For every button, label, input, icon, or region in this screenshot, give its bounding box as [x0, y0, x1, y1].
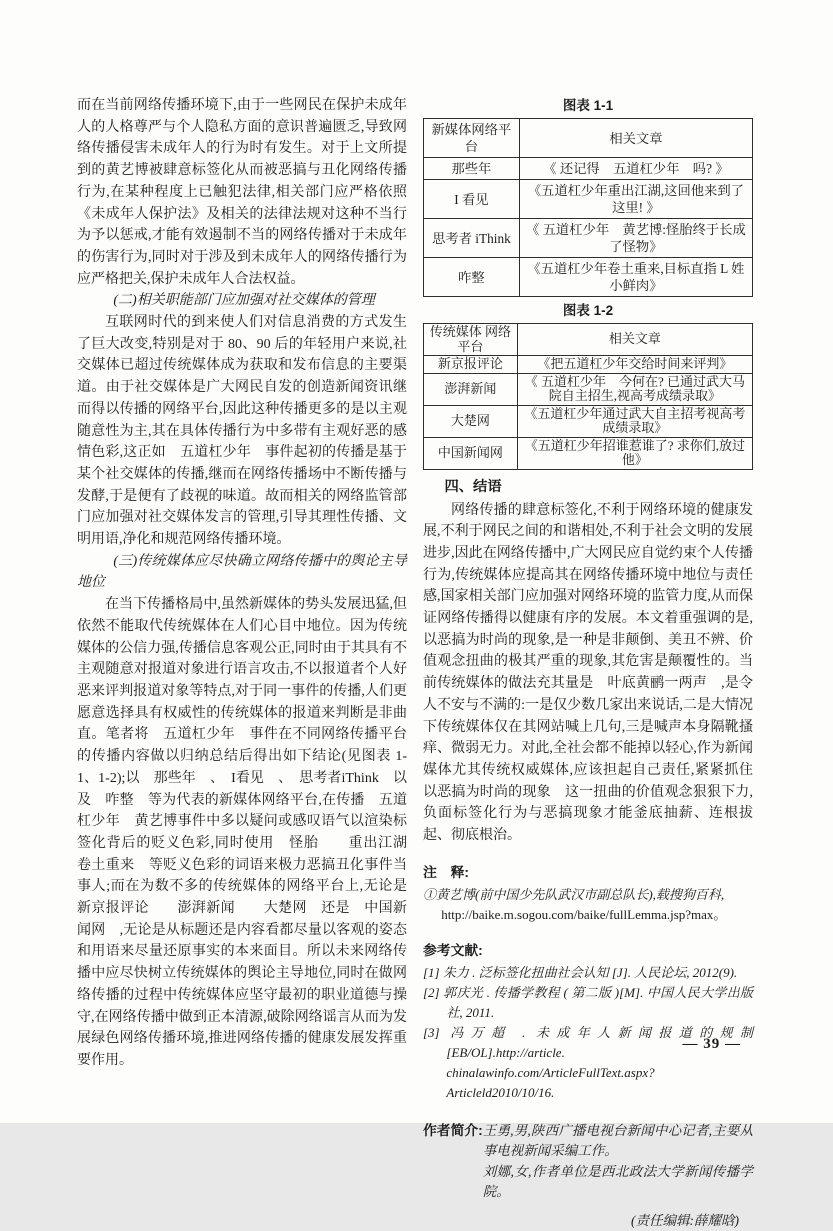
table1-header-platform: 新媒体网络平台 [424, 119, 520, 158]
conclusion-heading: 四、结语 [444, 478, 502, 495]
table2-platform-cell: 大楚网 [424, 405, 518, 437]
table-row [424, 324, 753, 356]
author-bio-block [423, 1121, 753, 1203]
table1-article-cell: 《 五道杠少年 黄艺博:怪胎终于长成了怪物》 [519, 219, 752, 258]
subsection-heading-3: (三)传统媒体应尽快确立网络传播中的舆论主导地位 [77, 553, 407, 591]
table1-header-articles: 相关文章 [519, 119, 752, 158]
table1-article-cell: 《五道杠少年重出江湖,这回他来到了这里! 》 [519, 180, 752, 219]
paragraph-social-media: 互联网时代的到来使人们对信息消费的方式发生了巨大改变,特别是对于 80、90 后的年轻用户来说,社交媒体已超过传统媒体成为获取和发布信息的主要渠道。由于社交媒体是广大网民自发的创造新闻资讯继而得以传播的网络平台,因此这种传播更多的是以主观随意性为主,其在具体传播行为中多带有主观好恶的感情色彩,这正如 五道杠少年 事件起初的传播是基于某个社交媒体的传播,继而在网络传播场中不断传播与发酵,于是便有了歧视的味道。故而相关的网络监管部门应加强对社交媒体发言的管理,引导其理性传播、文明用语,净化和规范网络传播环境。 [77, 315, 407, 548]
table1-article-cell: 《五道杠少年卷土重来,目标直指 L 姓小鲜肉》 [519, 258, 752, 297]
table2-platform-cell: 中国新闻网 [424, 437, 518, 469]
conclusion-paragraph: 网络传播的肆意标签化,不利于网络环境的健康发展,不利于网民之间的和谐相处,不利于社会文明的发展进步,因此在网络传播中,广大网民应自觉约束个人传播行为,传统媒体应提高其在网络传播环境中地位与责任感,国家相关部门应加强对网络环境的监管力度,从而保证网络传播得以健康有序的发展。本文着重强调的是,以恶搞为时尚的现象,是一种是非颠倒、美丑不辨、价值观念扭曲的极其严重的现象,其危害是颠覆性的。当前传统媒体的做法充其量是 叶底黄鹂一两声 ,是令人不安与不满的:一是仅少数几家出来说话,二是大情况下传统媒体仅在其网站喊上几句,三是喊声本身隔靴搔痒、微弱无力。对此,全社会都不能掉以轻心,作为新闻媒体尤其传统权威媒体,应该担起自己责任,紧紧抓住 以恶搞为时尚的现象 这一扭曲的价值观念狠狠下力,负面标签化行为与恶搞现象才能釜底抽薪、连根拔起、彻底根治。 [423, 502, 767, 844]
author-line-1: 王勇,男,陕西广播电视台新闻中心记者,主要从事电视新闻采编工作。 [482, 1122, 753, 1159]
table1-platform-cell: 那些年 [424, 158, 520, 180]
reference-item: [3] 冯万超 . 未成年人新闻报道的规制 [EB/OL].http://article. chinalawinfo.com/ArticleFullText.aspx?Articleld2010/10/16. [423, 1024, 753, 1100]
table1-caption: 图表 1-1 [562, 98, 614, 113]
subsection-heading-2: (二)相关职能部门应加强对社交媒体的管理 [113, 293, 375, 309]
table-1-2 [423, 323, 753, 470]
table-1-1 [423, 118, 753, 297]
left-column [77, 95, 435, 1072]
responsible-editor: (责任编辑:薛耀晗) [631, 1212, 739, 1228]
reference-item: [1] 朱力 . 泛标签化扭曲社会认知 [J]. 人民论坛, 2012(9). [423, 964, 738, 980]
table2-article-cell: 《五道杠少年通过武大自主招考视高考成绩录取》 [517, 405, 752, 437]
reference-item: [2] 郭庆光 . 传播学教程 ( 第二版 )[M]. 中国人民大学出版社, 2011. [423, 984, 753, 1020]
page-number: — 39 — [682, 1036, 741, 1052]
table2-article-cell: 《五道杠少年招谁惹谁了? 求你们,放过他》 [517, 437, 752, 469]
table-row [424, 180, 753, 219]
author-line-2: 刘娜,女,作者单位是西北政法大学新闻传播学院。 [482, 1163, 753, 1200]
table1-article-cell: 《 还记得 五道杠少年 吗? 》 [519, 158, 752, 180]
table2-article-cell: 《把五道杠少年交给时间来评判》 [517, 356, 752, 374]
note-item-1-url: http://baike.m.sogou.com/baike/fullLemma.jsp?max。 [441, 906, 727, 922]
notes-heading: 注 释: [423, 864, 469, 880]
table2-caption: 图表 1-2 [562, 303, 614, 318]
table-row [424, 258, 753, 297]
table2-article-cell: 《 五道杠少年 今何在? 已通过武大马院自主招生,视高考成绩录取》 [517, 373, 752, 405]
references-heading: 参考文献: [423, 942, 483, 958]
table-row [424, 405, 753, 437]
table-row [424, 356, 753, 374]
table2-header-platform: 传统媒体 网络平台 [424, 324, 518, 356]
table-row [424, 437, 753, 469]
table-row [424, 219, 753, 258]
table-row [424, 158, 753, 180]
author-bio-label: 作者简介: [423, 1122, 483, 1138]
author-bio-content [483, 1121, 753, 1203]
paragraph-continuation: 而在当前网络传播环境下,由于一些网民在保护未成年人的人格尊严与个人隐私方面的意识普遍匮乏,导致网络传播侵害未成年人的行为时有发生。对于上文所提到的黄艺博被肆意标签化从而被恶搞与丑化网络传播行为,在某种程度上已触犯法律,相关部门应严格依照《未成年人保护法》及相关的法律法规对这种不当行为予以惩戒,才能有效遏制不当的网络传播对于未成年的伤害行为,同时对于涉及到未成年人的网络传播行为应严格把关,保护未成年人合法权益。 [77, 98, 407, 287]
table-row [424, 119, 753, 158]
paragraph-traditional-media: 在当下传播格局中,虽然新媒体的势头发展迅猛,但依然不能取代传统媒体在人们心目中地位。因为传统媒体的公信力强,传播信息客观公正,同时由于其具有不主观随意对报道对象进行语言攻击,不以报道者个人好恶来评判报道对象等特点,对于同一事件的传播,人们更愿意选择具有权威性的传统媒体的报道来判断是非曲直。笔者将 五道杠少年 事件在不同网络传播平台的传播内容做以归纳总结后得出如下结论(见图表 1-1、1-2);以 那些年 、 I看见 、 思考者iThink 以及 咋整 等为代表的新媒体网络平台,在传播 五道杠少年 黄艺博事件中多以疑问或感叹语气以渲染标签化背后的贬义色彩,同时使用 怪胎 重出江湖 卷土重来 等贬义色彩的词语来极力恶搞丑化事件当事人;而在为数不多的传统媒体的网络平台上,无论是 新京报评论 澎湃新闻 大楚网 还是 中国新闻网 ,无论是从标题还是内容看都尽量以客观的姿态和用语来尽量还原事实的本来面目。所以未来网络传播中应尽快树立传统媒体的舆论主导地位,同时在做网络传播的过程中传统媒体应坚守最初的职业道德与操守,在网络传播中做到正本清源,破除网络谣言从而为发展绿色网络传播环境,推进网络传播的健康发展发挥重要作用。 [77, 597, 435, 1068]
right-column [423, 95, 767, 1231]
note-item-1: ①黄艺博(前中国少先队武汉市副总队长),载搜狗百科, [423, 886, 725, 902]
table2-platform-cell: 新京报评论 [424, 356, 518, 374]
table2-platform-cell: 澎湃新闻 [424, 373, 518, 405]
table1-platform-cell: 咋整 [424, 258, 520, 297]
table1-platform-cell: 思考者 iThink [424, 219, 520, 258]
table2-header-articles: 相关文章 [517, 324, 752, 356]
table1-platform-cell: I 看见 [424, 180, 520, 219]
table-row [424, 373, 753, 405]
